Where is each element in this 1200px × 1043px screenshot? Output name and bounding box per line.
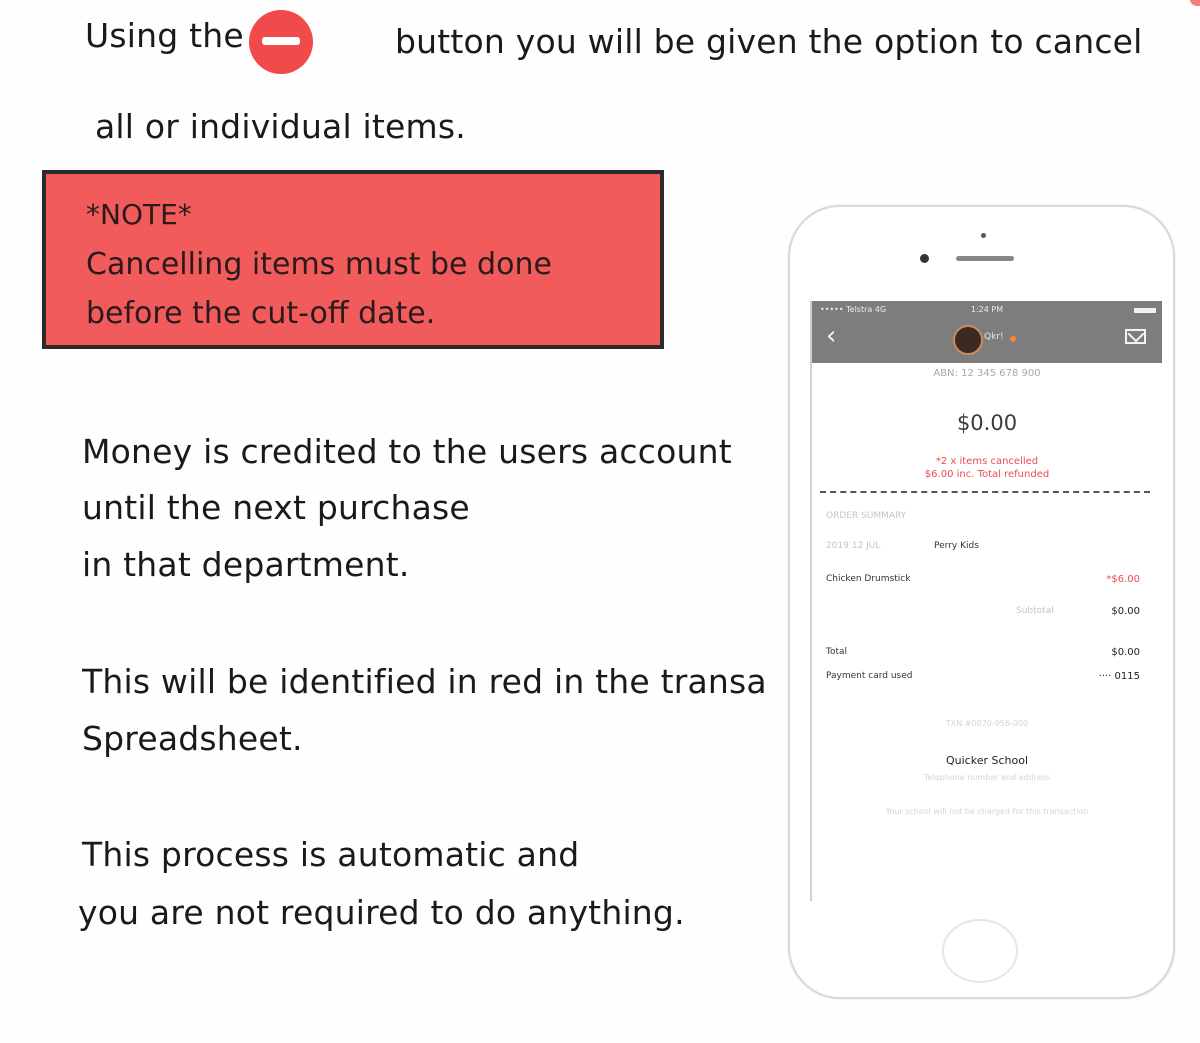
item-name: Chicken Drumstick bbox=[826, 574, 911, 584]
order-date: 2019 12 JUL bbox=[826, 541, 881, 551]
subtotal-label: Subtotal bbox=[1016, 606, 1054, 616]
minus-bar bbox=[262, 37, 300, 45]
back-arrow-icon[interactable]: ‹ bbox=[826, 321, 837, 351]
note-title: *NOTE* bbox=[86, 198, 192, 231]
intro-text-before: Using the bbox=[85, 16, 244, 55]
status-carrier: ••••• Telstra 4G bbox=[820, 305, 887, 314]
cancelled-note: *2 x items cancelled bbox=[935, 456, 1039, 467]
school-avatar bbox=[953, 325, 983, 355]
total-value: $0.00 bbox=[1111, 647, 1140, 658]
minus-circle-icon bbox=[249, 10, 313, 74]
payment-label: Payment card used bbox=[826, 671, 913, 681]
subtotal-value: $0.00 bbox=[1111, 606, 1140, 617]
school-name: Quicker School bbox=[945, 754, 1029, 767]
total-label: Total bbox=[826, 647, 848, 657]
order-student: Perry Kids bbox=[934, 541, 979, 551]
school-subtext: Telephone number and address bbox=[924, 773, 1050, 782]
mail-icon[interactable] bbox=[1125, 329, 1146, 344]
app-brand: Qkr! bbox=[984, 332, 1004, 342]
intro-text-line2: all or individual items. bbox=[95, 107, 466, 146]
app-header bbox=[812, 301, 1162, 363]
proximity-sensor bbox=[981, 233, 986, 238]
identified-line-1: This will be identified in red in the transa bbox=[82, 662, 767, 701]
note-line-2: before the cut-off date. bbox=[86, 296, 436, 331]
battery-icon bbox=[1134, 308, 1156, 313]
credit-line-3: in that department. bbox=[82, 545, 410, 584]
footer-note: Your school will not be charged for this transaction bbox=[885, 807, 1089, 816]
payment-value: ···· 0115 bbox=[1098, 671, 1140, 682]
receipt-amount: $0.00 bbox=[956, 411, 1018, 435]
note-box bbox=[42, 170, 664, 349]
home-button bbox=[942, 919, 1018, 983]
speaker-grille bbox=[956, 256, 1014, 261]
transaction-ref: TXN #0870-956-000 bbox=[945, 719, 1029, 728]
refunded-note: $6.00 inc. Total refunded bbox=[924, 469, 1050, 480]
phone-mockup bbox=[788, 205, 1175, 999]
abn-text: ABN: 12 345 678 900 bbox=[933, 368, 1041, 379]
automatic-line-1: This process is automatic and bbox=[82, 835, 580, 874]
automatic-line-2: you are not required to do anything. bbox=[78, 893, 685, 932]
credit-line-1: Money is credited to the users account bbox=[82, 432, 732, 471]
status-time: 1:24 PM bbox=[970, 305, 1004, 314]
credit-line-2: until the next purchase bbox=[82, 488, 470, 527]
identified-line-2: Spreadsheet. bbox=[82, 719, 303, 758]
order-summary-label: ORDER SUMMARY bbox=[826, 511, 907, 521]
camera-icon bbox=[920, 254, 929, 263]
dashed-divider bbox=[820, 491, 1150, 493]
item-price: *$6.00 bbox=[1106, 574, 1140, 585]
phone-screen bbox=[810, 301, 1162, 901]
intro-text-after: button you will be given the option to cancel bbox=[395, 22, 1143, 61]
brand-dot bbox=[1010, 336, 1016, 342]
red-corner-mark bbox=[1190, 0, 1200, 6]
note-line-1: Cancelling items must be done bbox=[86, 247, 552, 282]
